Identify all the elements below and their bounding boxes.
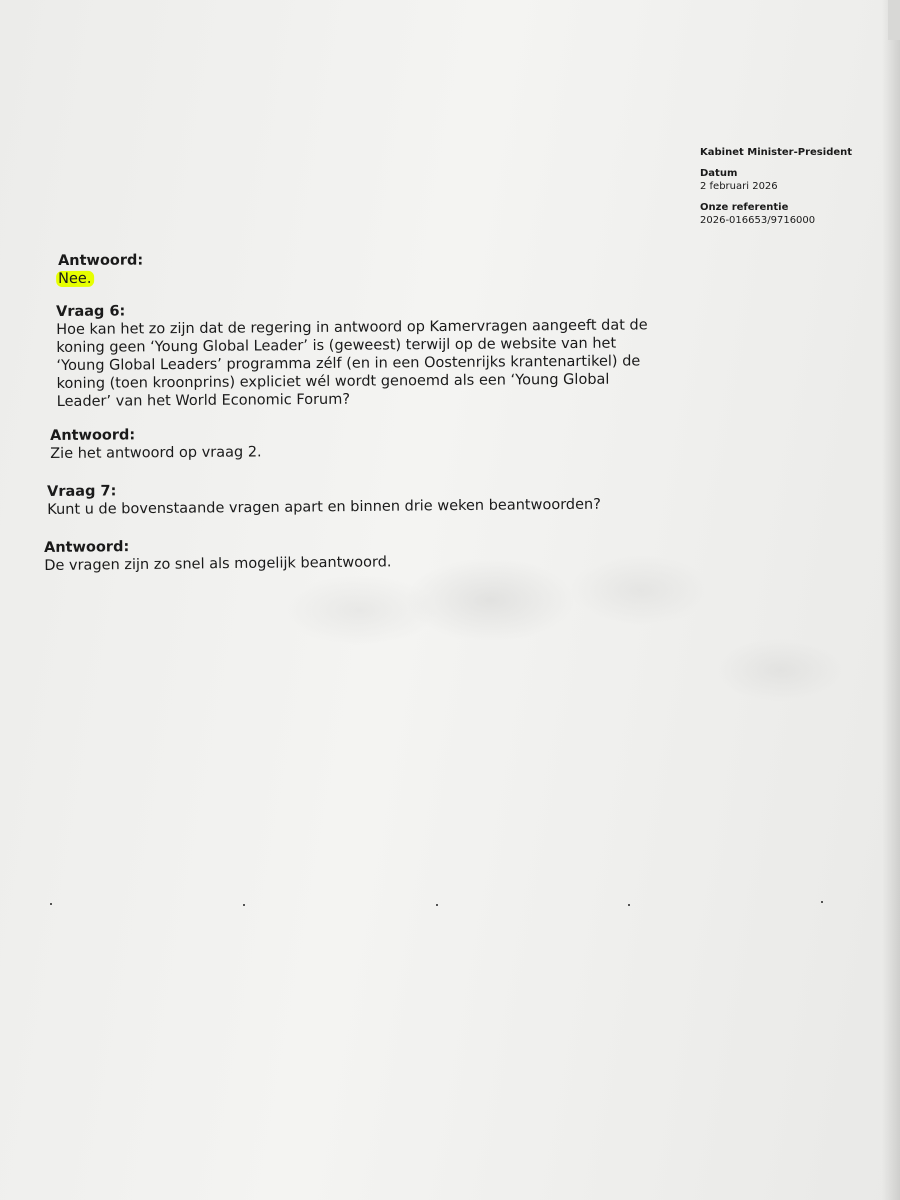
question-line: koning (toen kroonprins) expliciet wél wordt genoemd als een ‘Young Global [56,371,610,392]
answer-5-block [58,252,143,288]
page-dots [0,900,900,910]
question-text: Kunt u de bovenstaande vragen apart en binnen drie weken beantwoorden? [47,496,601,518]
question-6-block [56,298,717,411]
question-label: Vraag 6: [56,303,126,320]
answer-6-block [50,425,262,463]
paper-corner [888,0,900,40]
dot-mark [243,904,245,906]
highlighted-answer-text: Nee. [56,271,94,287]
department-name: Kabinet Minister-President [700,147,853,158]
question-label: Vraag 7: [47,483,117,500]
reference-label: Onze referentie [700,202,789,213]
dot-mark [821,901,823,903]
question-line: koning geen ‘Young Global Leader’ is (geweest) terwijl op de website van het [56,335,617,356]
question-7-block [47,478,601,519]
question-line: Leader’ van het World Economic Forum? [56,391,351,410]
paper-edge-shadow [882,0,900,1200]
date-value: 2 februari 2026 [700,181,778,192]
dot-mark [50,903,52,905]
answer-label: Antwoord: [58,252,144,269]
dot-mark [436,904,438,906]
reference-value: 2026-016653/9716000 [700,215,816,226]
answer-text: De vragen zijn zo snel als mogelijk beantwoord. [44,554,392,574]
answer-label: Antwoord: [50,427,136,444]
question-line: Hoe kan het zo zijn dat de regering in antwoord op Kamervragen aangeeft dat de [56,317,648,338]
answer-text: Zie het antwoord op vraag 2. [50,444,262,462]
document-header [700,146,852,235]
answer-label: Antwoord: [44,539,130,556]
answer-7-block [44,535,392,575]
question-line: ‘Young Global Leaders’ programma zélf (en in een Oostenrijks krantenartikel) de [56,353,641,374]
date-label: Datum [700,168,738,179]
dot-mark [628,904,630,906]
